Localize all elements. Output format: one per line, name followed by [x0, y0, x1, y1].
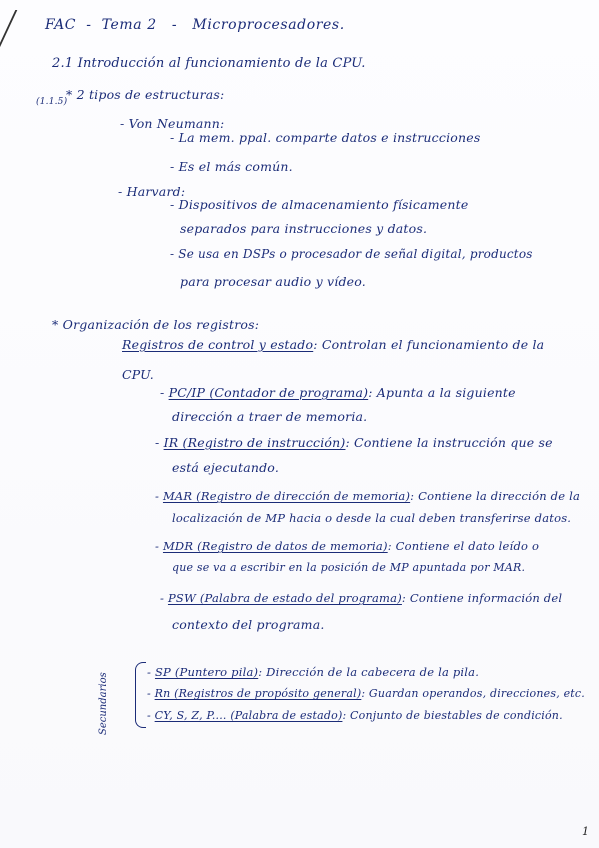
harvard-item-2-text: Se usa en DSPs o procesador de señal digital, productos — [178, 247, 533, 261]
secondary-brace — [135, 662, 146, 728]
von-neumann-item-2: - Es el más común. — [170, 159, 293, 174]
register-ir-desc: : Contiene la instrucción que se — [345, 435, 553, 450]
von-neumann-label: - Von Neumann: — [120, 116, 225, 131]
register-psw-term: PSW (Palabra de estado del programa) — [167, 591, 402, 605]
register-ir-term: IR (Registro de instrucción) — [163, 435, 346, 450]
structures-heading-text: 2 tipos de estructuras: — [76, 87, 225, 102]
register-sp-desc: : Dirección de la cabecera de la pila. — [258, 665, 480, 679]
register-flags-term: CY, S, Z, P.... (Palabra de estado) — [154, 709, 343, 722]
header-title: Microprocesadores. — [192, 17, 345, 33]
register-mdr-line-2: que se va a escribir en la posición de MP apuntada por MAR. — [172, 561, 526, 574]
harvard-item-1-text: Dispositivos de almacenamiento físicamente — [178, 197, 469, 212]
organization-heading: * Organización de los registros: — [52, 317, 260, 332]
register-pc-line-2: dirección a traer de memoria. — [172, 409, 368, 424]
register-rn-desc: : Guardan operandos, direcciones, etc. — [361, 687, 585, 700]
harvard-item-1-line-1: - Dispositivos de almacenamiento físicamente — [170, 197, 469, 212]
register-mdr-desc: : Contiene el dato leído o — [387, 539, 540, 553]
harvard-item-1-line-2: separados para instrucciones y datos. — [180, 221, 428, 236]
register-mar-line-1: - MAR (Registro de dirección de memoria): Contiene la dirección de la — [155, 489, 581, 503]
register-sp: - SP (Puntero pila): Dirección de la cabecera de la pila. — [147, 665, 480, 679]
register-pc-line-1: - PC/IP (Contador de programa): Apunta a la siguiente — [160, 385, 516, 400]
register-rn: - Rn (Registros de propósito general): Guardan operandos, direcciones, etc. — [147, 687, 585, 700]
control-registers-desc: : Controlan el funcionamiento de la — [313, 337, 545, 352]
harvard-item-2-line-2: para procesar audio y vídeo. — [180, 274, 366, 289]
von-neumann-item-1: - La mem. ppal. comparte datos e instrucciones — [170, 130, 481, 145]
register-rn-term: Rn (Registros de propósito general) — [154, 687, 362, 700]
register-ir-line-1: - IR (Registro de instrucción): Contiene la instrucción que se — [155, 435, 553, 450]
margin-note: (1.1.5) — [36, 97, 68, 107]
register-pc-term: PC/IP (Contador de programa) — [168, 385, 369, 400]
register-mar-line-2: localización de MP hacia o desde la cual deben transferirse datos. — [172, 511, 572, 525]
page-number: 1 — [582, 825, 589, 838]
harvard-item-2-line-1: - Se usa en DSPs o procesador de señal digital, productos — [170, 247, 533, 261]
register-psw-line-1: - PSW (Palabra de estado del programa): Contiene información del — [160, 591, 563, 605]
header-course: FAC — [45, 17, 77, 33]
register-mdr-line-1: - MDR (Registro de datos de memoria): Contiene el dato leído o — [155, 539, 540, 553]
von-neumann-text: Von Neumann: — [128, 116, 225, 131]
harvard-label: - Harvard: — [118, 184, 186, 199]
structures-heading: * 2 tipos de estructuras: — [66, 87, 225, 102]
register-flags-desc: : Conjunto de biestables de condición. — [342, 709, 563, 722]
secondary-label: Secundarios — [98, 672, 109, 735]
organization-heading-text: Organización de los registros: — [62, 317, 260, 332]
harvard-text: Harvard: — [126, 184, 186, 199]
section-heading: 2.1 Introducción al funcionamiento de la CPU. — [52, 56, 366, 71]
margin-scratch-mark — [0, 10, 31, 50]
von-neumann-item-2-text: Es el más común. — [178, 159, 293, 174]
register-mar-desc: : Contiene la dirección de la — [410, 489, 581, 503]
register-ir-line-2: está ejecutando. — [172, 460, 279, 475]
register-mdr-term: MDR (Registro de datos de memoria) — [162, 539, 388, 553]
register-flags: - CY, S, Z, P.... (Palabra de estado): Conjunto de biestables de condición. — [147, 709, 563, 722]
control-registers-line-2: CPU. — [122, 367, 154, 382]
page-header: FAC - Tema 2 - Microprocesadores. — [45, 17, 345, 33]
header-topic: Tema 2 — [101, 17, 157, 33]
control-registers-line-1 — [122, 338, 544, 352]
von-neumann-item-1-text: La mem. ppal. comparte datos e instrucciones — [178, 130, 481, 145]
register-psw-desc: : Contiene información del — [401, 591, 563, 605]
register-sp-term: SP (Puntero pila) — [154, 665, 259, 679]
control-registers-term: Registros de control y estado — [122, 337, 314, 352]
register-pc-desc: : Apunta a la siguiente — [368, 385, 516, 400]
register-psw-line-2: contexto del programa. — [172, 617, 325, 632]
register-mar-term: MAR (Registro de dirección de memoria) — [162, 489, 411, 503]
